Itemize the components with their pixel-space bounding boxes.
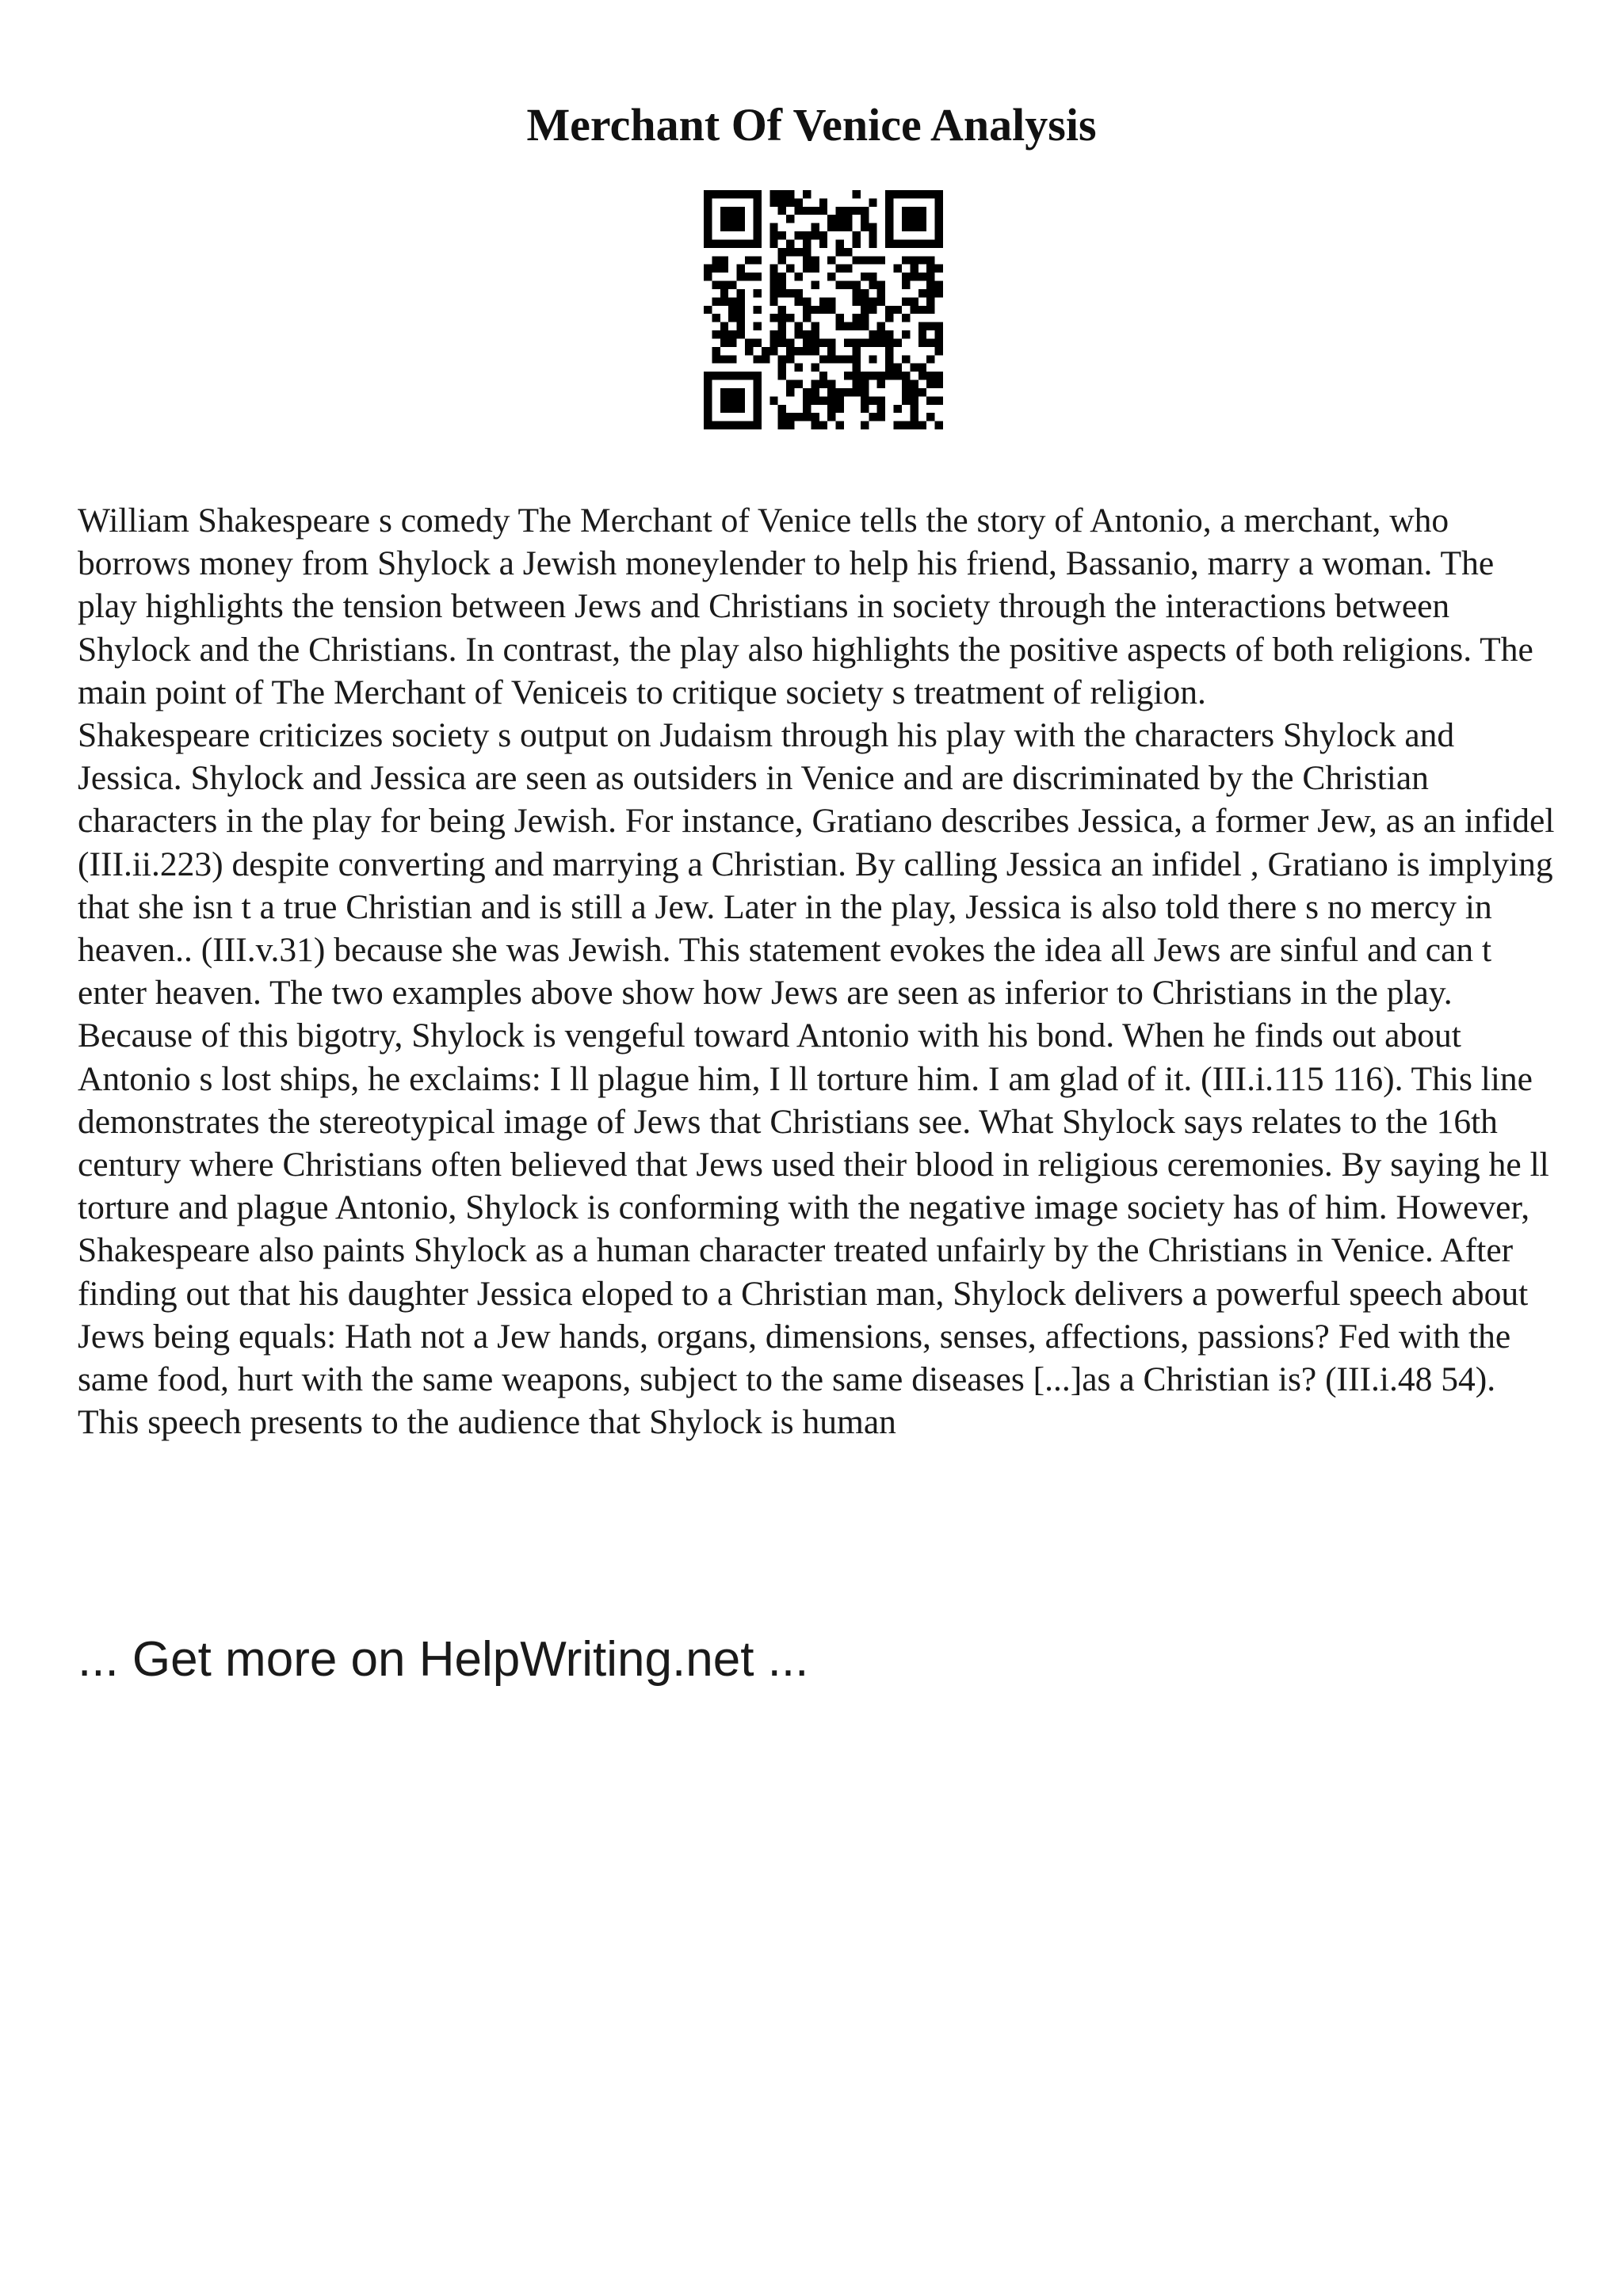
get-more-link[interactable] (78, 1628, 808, 1691)
paragraph-main: Shakespeare criticizes society s output on Judaism through his play with the characters Shylock and Jessica. Shylock and Jessica are seen as outsiders in Venice and are discriminated by the Christian characters in the play for being Jewish. For instance, Gratiano describes Jessica, a former Jew, as an infidel (III.ii.223) despite converting and marrying a Christian. By calling Jessica an infidel , Gratiano is implying that she isn t a true Christian and is still a Jew. Later in the play, Jessica is also told there s no mercy in heaven.. (III.v.31) because she was Jewish. This statement evokes the idea all Jews are sinful and can t enter heaven. The two examples above show how Jews are seen as inferior to Christians in the play. Because of this bigotry, Shylock is vengeful toward Antonio with his bond. When he finds out about Antonio s lost ships, he exclaims: I ll plague him, I ll torture him. I am glad of it. (III.i.115 116). This line demonstrates the stereotypical image of Jews that Christians see. What Shylock says relates to the 16th century where Christians often believed that Jews used their blood in religious ceremonies. By saying he ll torture and plague Antonio, Shylock is conforming with the negative image society has of him. However, Shakespeare also paints Shylock as a human character treated unfairly by the Christians in Venice. After finding out that his daughter Jessica eloped to a Christian man, Shylock delivers a powerful speech about Jews being equals: Hath not a Jew hands, organs, dimensions, senses, affections, passions? Fed with the same food, hurt with the same weapons, subject to the same diseases [...]as a Christian is? (III.i.48 54). This speech presents to the audience that Shylock is human (78, 716, 1555, 1442)
document-title: Merchant Of Venice Analysis (526, 99, 1097, 151)
article-body (78, 499, 1560, 1444)
qr-code-icon[interactable] (704, 190, 943, 429)
get-more-link-text[interactable]: ... Get more on HelpWriting.net ... (78, 1632, 809, 1687)
paragraph-intro: William Shakespeare s comedy The Merchant of Venice tells the story of Antonio, a merchant, who borrows money from Shylock a Jewish moneylender to help his friend, Bassanio, marry a woman. The play highlights the tension between Jews and Christians in society through the interactions between Shylock and the Christians. In contrast, the play also highlights the positive aspects of both religions. The main point of The Merchant of Veniceis to critique society s treatment of religion. (78, 502, 1533, 711)
